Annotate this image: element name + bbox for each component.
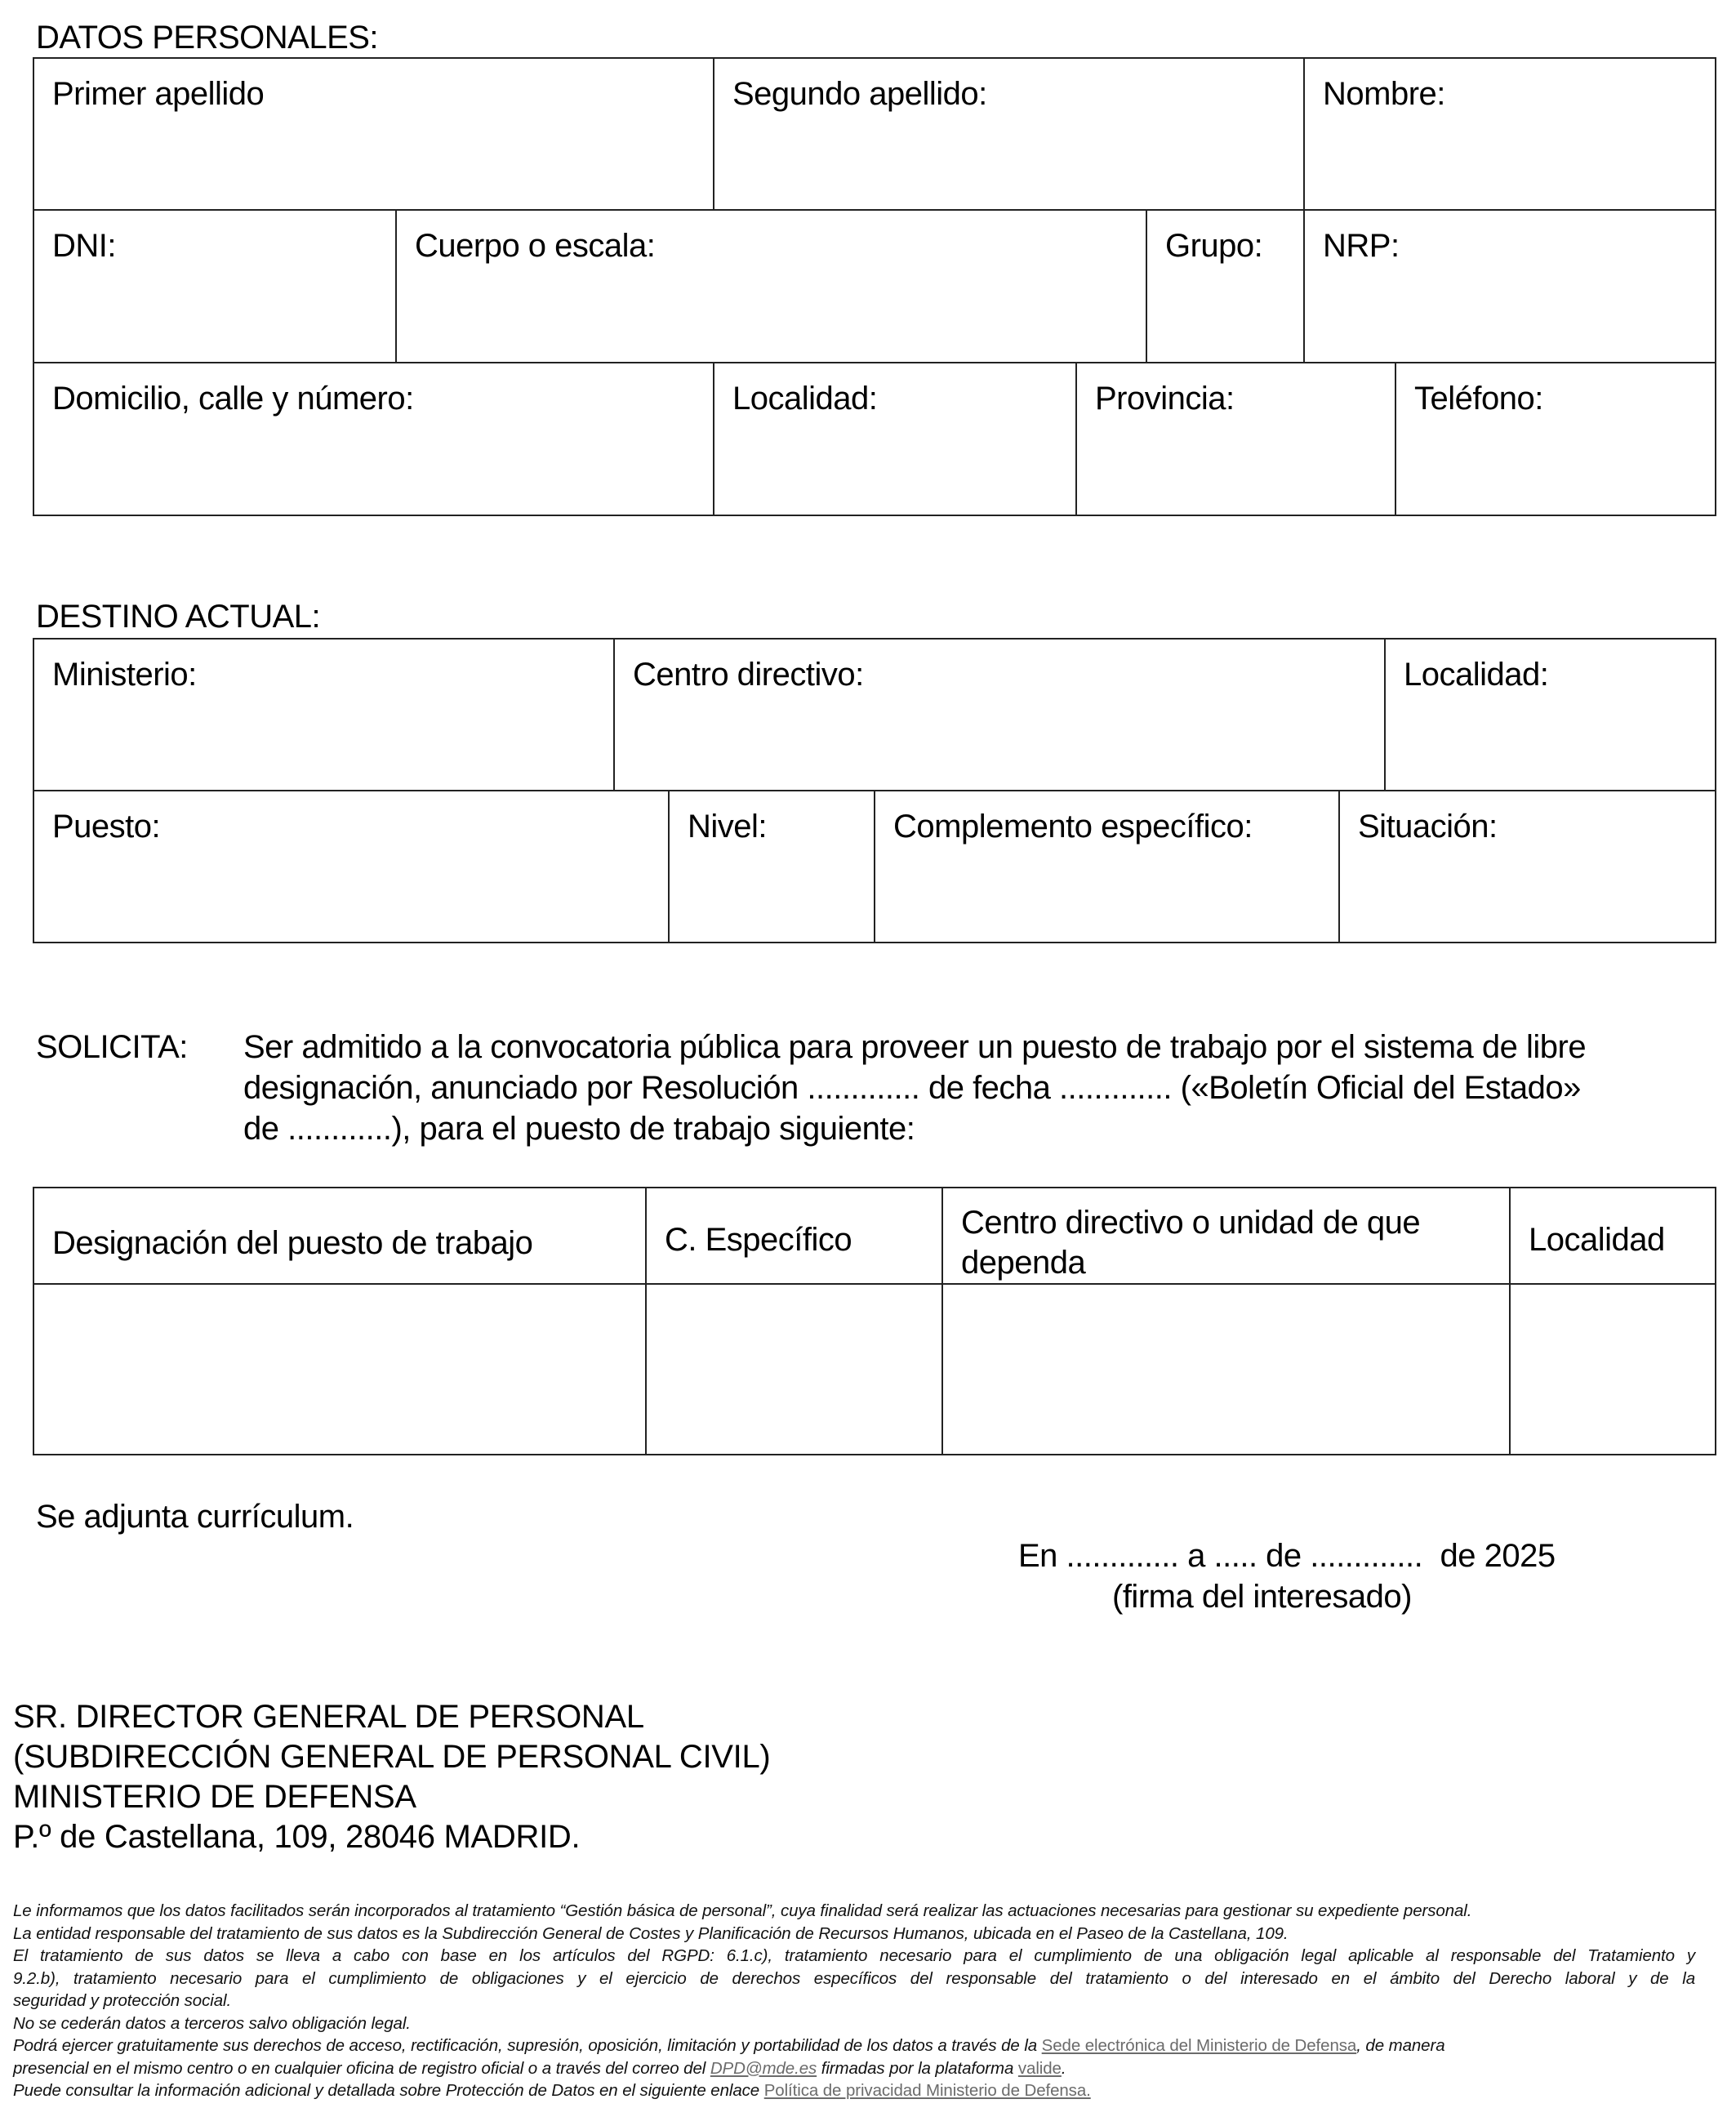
column-header-line: Centro directivo o unidad de que xyxy=(961,1205,1421,1241)
field-centro-directivo[interactable] xyxy=(613,638,1386,791)
field-label: Ministerio: xyxy=(52,657,197,693)
field-nrp[interactable] xyxy=(1303,209,1716,363)
section-title-current-post: DESTINO ACTUAL: xyxy=(36,599,321,635)
valide-link[interactable]: valide xyxy=(1017,2058,1062,2078)
field-telefono[interactable] xyxy=(1395,362,1716,516)
privacy-policy-link[interactable]: Política de privacidad Ministerio de Defensa. xyxy=(763,2081,1091,2100)
field-label: Domicilio, calle y número: xyxy=(52,381,414,417)
field-label: DNI: xyxy=(52,228,116,264)
field-label: Complemento específico: xyxy=(893,809,1253,845)
field-localidad[interactable] xyxy=(713,362,1077,516)
privacy-line: No se cederán datos a terceros salvo obligación legal. xyxy=(13,2013,411,2033)
table-cell-centro-directivo[interactable] xyxy=(941,1283,1511,1455)
privacy-text: Puede consultar la información adicional y detallada sobre Protección de Datos en el siguiente enlace xyxy=(13,2081,764,2100)
request-line: Ser admitido a la convocatoria pública para proveer un puesto de trabajo por el sistema de libre xyxy=(243,1029,1587,1065)
field-localidad-destino[interactable] xyxy=(1384,638,1716,791)
addressee-line: (SUBDIRECCIÓN GENERAL DE PERSONAL CIVIL) xyxy=(13,1739,771,1775)
field-dni[interactable] xyxy=(33,209,397,363)
field-puesto[interactable] xyxy=(33,790,670,943)
column-header-label: Designación del puesto de trabajo xyxy=(52,1225,533,1261)
dpd-email-link[interactable]: DPD@mde.es xyxy=(710,2058,817,2078)
request-label: SOLICITA: xyxy=(36,1029,188,1065)
field-cuerpo-escala[interactable] xyxy=(395,209,1147,363)
field-primer-apellido[interactable] xyxy=(33,57,714,211)
column-header-line: dependa xyxy=(961,1245,1086,1281)
field-label: Primer apellido xyxy=(52,76,265,112)
field-label: Centro directivo: xyxy=(633,657,864,693)
field-nivel[interactable] xyxy=(668,790,875,943)
field-label: Situación: xyxy=(1358,809,1498,845)
privacy-text: . xyxy=(1061,2058,1066,2078)
request-line: de ............), para el puesto de trabajo siguiente: xyxy=(243,1111,915,1147)
field-nombre[interactable] xyxy=(1303,57,1716,211)
attachment-note: Se adjunta currículum. xyxy=(36,1499,354,1535)
sede-electronica-link[interactable]: Sede electrónica del Ministerio de Defensa xyxy=(1041,2036,1357,2055)
field-situacion[interactable] xyxy=(1338,790,1716,943)
addressee-block xyxy=(13,1697,770,1857)
privacy-notice xyxy=(13,1900,1695,2102)
table-cell-designacion[interactable] xyxy=(33,1283,647,1455)
field-label: Nombre: xyxy=(1323,76,1445,112)
column-header-label: C. Específico xyxy=(665,1222,852,1258)
field-label: Puesto: xyxy=(52,809,161,845)
field-ministerio[interactable] xyxy=(33,638,615,791)
privacy-line xyxy=(13,2057,1695,2080)
privacy-text: firmadas por la plataforma xyxy=(817,2058,1018,2078)
field-label: Teléfono: xyxy=(1414,381,1543,417)
field-label: Nivel: xyxy=(688,809,768,845)
addressee-line: SR. DIRECTOR GENERAL DE PERSONAL xyxy=(13,1699,644,1735)
column-header-centro-directivo xyxy=(941,1187,1511,1285)
field-complemento-especifico[interactable] xyxy=(874,790,1340,943)
privacy-text: , de manera xyxy=(1356,2036,1445,2055)
privacy-text: presencial en el mismo centro o en cualquier oficina de registro oficial o a través del correo del xyxy=(13,2058,710,2078)
table-cell-c-especifico[interactable] xyxy=(645,1283,943,1455)
field-segundo-apellido[interactable] xyxy=(713,57,1305,211)
privacy-line: seguridad y protección social. xyxy=(13,1991,232,2010)
column-header-c-especifico xyxy=(645,1187,943,1285)
signature-caption: (firma del interesado) xyxy=(1112,1579,1412,1615)
addressee-line: MINISTERIO DE DEFENSA xyxy=(13,1779,416,1815)
privacy-line xyxy=(13,2079,1695,2102)
field-domicilio[interactable] xyxy=(33,362,714,516)
field-label: Localidad: xyxy=(732,381,878,417)
column-header-label: Localidad xyxy=(1529,1222,1665,1258)
field-grupo[interactable] xyxy=(1146,209,1305,363)
privacy-line: Le informamos que los datos facilitados serán incorporados al tratamiento “Gestión básica de personal”, cuya finalidad será realizar las actuaciones necesarias para gestionar su expediente personal. xyxy=(13,1901,1472,1920)
request-text xyxy=(243,1027,1705,1149)
field-provincia[interactable] xyxy=(1075,362,1396,516)
field-label: NRP: xyxy=(1323,228,1400,264)
section-title-personal-data: DATOS PERSONALES: xyxy=(36,20,379,56)
privacy-line: La entidad responsable del tratamiento de sus datos es la Subdirección General de Costes y Planificación de Recursos Humanos, ubicada en el Paseo de la Castellana, 109. xyxy=(13,1923,1289,1943)
signature-place-date: En ............. a ..... de ............. de 2025 xyxy=(1018,1538,1556,1574)
table-cell-localidad[interactable] xyxy=(1509,1283,1716,1455)
request-line: designación, anunciado por Resolución ............. de fecha ............. («Boletín Oficial del Estado» xyxy=(243,1070,1581,1106)
privacy-line: El tratamiento de sus datos se lleva a cabo con base en los artículos del RGPD: 6.1.c), tratamiento necesario para el cumplimiento de una obligación legal aplicable al responsable del Tratamiento y xyxy=(13,1946,1695,1965)
column-header-designacion xyxy=(33,1187,647,1285)
field-label: Cuerpo o escala: xyxy=(415,228,656,264)
column-header-localidad xyxy=(1509,1187,1716,1285)
field-label: Localidad: xyxy=(1404,657,1549,693)
column-header-label xyxy=(961,1203,1420,1283)
privacy-line xyxy=(13,2035,1695,2057)
addressee-line: P.º de Castellana, 109, 28046 MADRID. xyxy=(13,1819,581,1855)
privacy-text: Podrá ejercer gratuitamente sus derechos de acceso, rectificación, supresión, oposición, limitación y portabilidad de los datos a través de la xyxy=(13,2036,1042,2055)
field-label: Grupo: xyxy=(1165,228,1263,264)
field-label: Provincia: xyxy=(1095,381,1235,417)
privacy-line: 9.2.b), tratamiento necesario para el cumplimiento de obligaciones y el ejercicio de derechos específicos del responsable del tratamiento o del interesado en el ámbito del Derecho laboral y de la xyxy=(13,1968,1695,1988)
field-label: Segundo apellido: xyxy=(732,76,987,112)
